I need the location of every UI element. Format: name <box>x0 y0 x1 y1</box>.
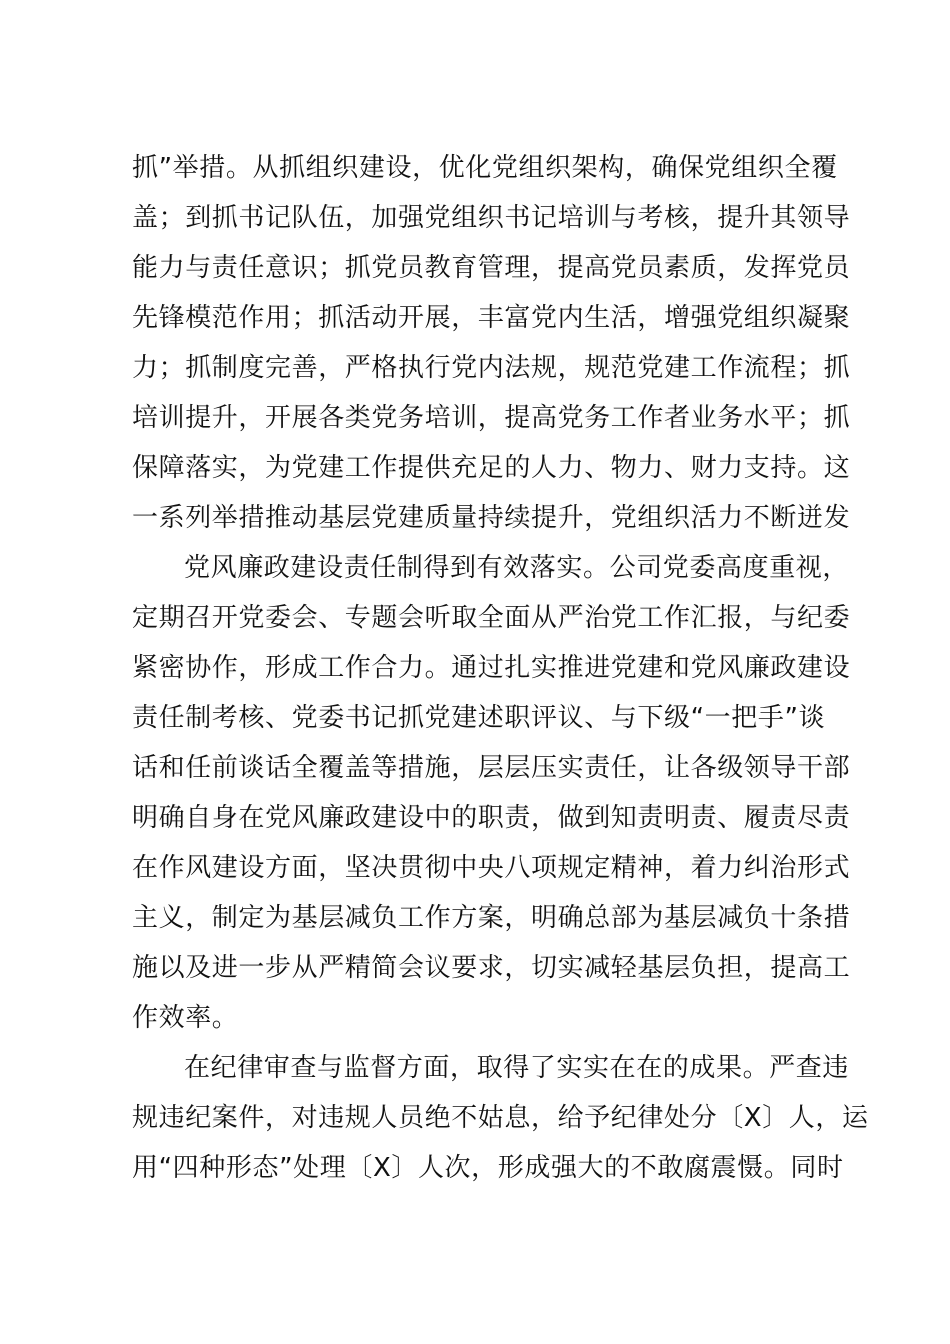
text-line: 在作风建设方面，坚决贯彻中央八项规定精神，着力纠治形式 <box>132 853 851 883</box>
text-line: 话和任前谈话全覆盖等措施，层层压实责任，让各级领导干部 <box>132 753 851 783</box>
text-line: 抓”举措。从抓组织建设，优化党组织架构，确保党组织全覆 <box>132 153 838 183</box>
text-line: 明确自身在党风廉政建设中的职责，做到知责明责、履责尽责 <box>132 803 851 833</box>
text-line: 规违纪案件，对违规人员绝不姑息，给予纪律处分〔X〕人，运 <box>132 1103 869 1133</box>
text-line: 一系列举措推动基层党建质量持续提升，党组织活力不断迸发 <box>132 503 851 533</box>
text-line: 责任制考核、党委书记抓党建述职评议、与下级“一把手”谈 <box>132 703 826 733</box>
text-line: 作效率。 <box>132 1003 239 1033</box>
text-line: 主义，制定为基层减负工作方案，明确总部为基层减负十条措 <box>132 903 851 933</box>
text-line: 紧密协作，形成工作合力。通过扎实推进党建和党风廉政建设 <box>132 653 851 683</box>
text-line: 先锋模范作用；抓活动开展，丰富党内生活，增强党组织凝聚 <box>132 303 851 333</box>
text-line: 用“四种形态”处理〔X〕人次，形成强大的不敢腐震慑。同时 <box>132 1153 844 1183</box>
text-line: 能力与责任意识；抓党员教育管理，提高党员素质，发挥党员 <box>132 253 851 283</box>
text-line: 培训提升，开展各类党务培训，提高党务工作者业务水平；抓 <box>132 403 851 433</box>
text-line: 盖；到抓书记队伍，加强党组织书记培训与考核，提升其领导 <box>132 203 851 233</box>
text-line: 定期召开党委会、专题会听取全面从严治党工作汇报，与纪委 <box>132 603 851 633</box>
text-line: 施以及进一步从严精简会议要求，切实减轻基层负担，提高工 <box>132 953 851 983</box>
paragraph-start-line: 党风廉政建设责任制得到有效落实。公司党委高度重视， <box>184 553 850 583</box>
paragraph-start-line: 在纪律审查与监督方面，取得了实实在在的成果。严查违 <box>184 1053 850 1083</box>
text-line: 保障落实，为党建工作提供充足的人力、物力、财力支持。这 <box>132 453 851 483</box>
text-line: 力；抓制度完善，严格执行党内法规，规范党建工作流程；抓 <box>132 353 851 383</box>
